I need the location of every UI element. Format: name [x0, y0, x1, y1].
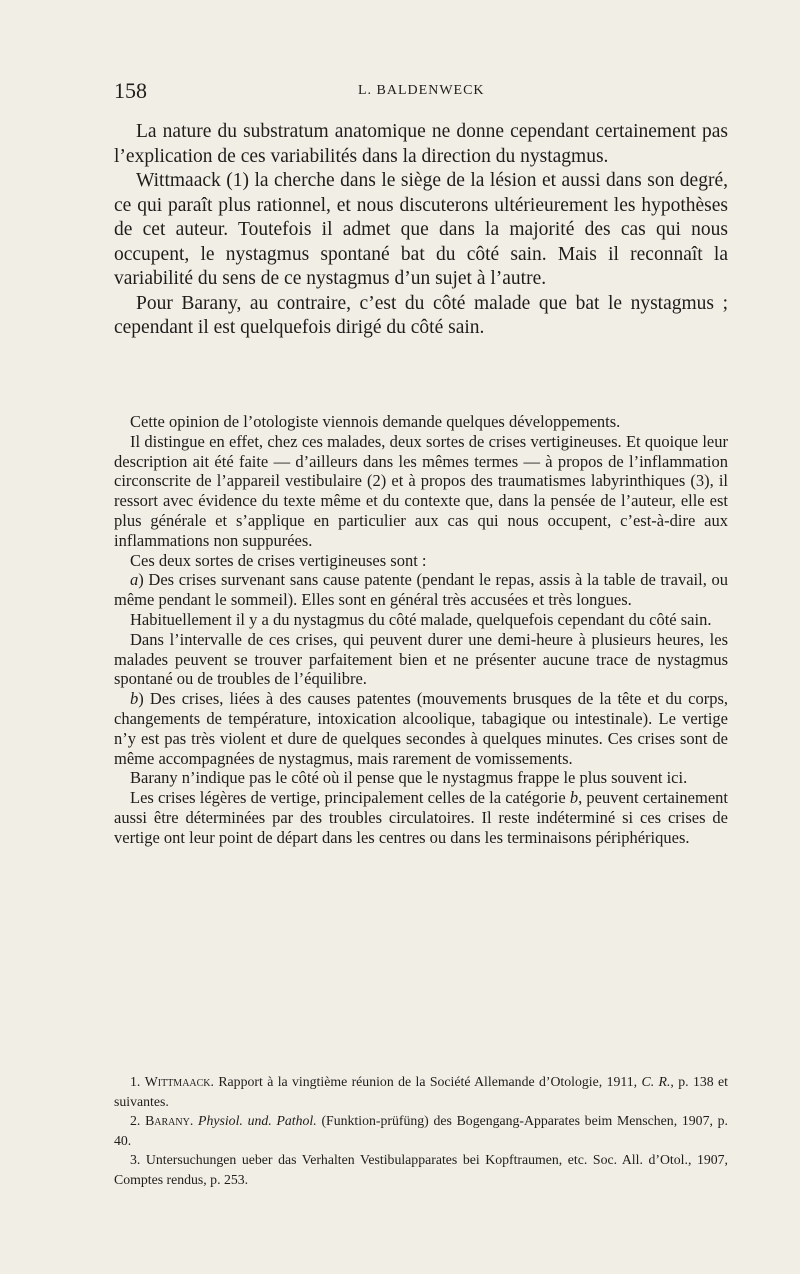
footnote-number: 3. [130, 1152, 146, 1167]
paragraph: La nature du substratum anatomique ne donne cependant certainement pas l’explication de ces variabilités dans la direction du nystagmus. [114, 121, 728, 167]
footnote-text: . Rapport à la vingtième réunion de la Société Allemande d’Otologie, 1911, [210, 1074, 642, 1089]
footnote-author: Barany [145, 1113, 190, 1128]
list-item-text: ) Des crises, liées à des causes patentes (mouvements brusques de la tête et du corps, changements de température, intoxication alcoolique, tabagique ou intestinale). Le vertige n’y est pas très violent et dure de quelques secondes à quelques minutes. Ces crises sont de même accompagnées de nystagmus, mais rarement de vomissements. [114, 689, 728, 768]
footnote [114, 1072, 728, 1111]
category-marker: b [569, 788, 579, 808]
footnotes [114, 1072, 728, 1189]
paragraph-start: Les crises légères de vertige, principalement celles de la catégorie [130, 788, 570, 808]
paragraph: Cette opinion de l’otologiste viennois demande quelques développements. [130, 412, 621, 431]
paragraph: Dans l’intervalle de ces crises, qui peuvent durer une demi-heure à plusieurs heures, les malades peuvent se trouver parfaitement bien et ne présenter aucune trace de nystagmus spontané ou de troubles de l’équilibre. [114, 629, 728, 689]
footnote-number: 2. [130, 1113, 146, 1128]
list-marker: b [130, 689, 139, 709]
paragraph [114, 689, 728, 768]
paragraph: Ces deux sortes de crises vertigineuses sont : [130, 550, 427, 570]
footnote-tail: (Funktion-prüfüng) des Bogengang-Apparates beim Menschen, 1907, p. 40. [114, 1113, 729, 1148]
paragraph: Habituellement il y a du nystagmus du côté malade, quelquefois cependant du côté sain. [130, 609, 712, 629]
running-head: L. BALDENWECK [358, 83, 485, 98]
quoted-text [114, 412, 728, 848]
footnote-text: . [189, 1113, 199, 1128]
main-text [114, 120, 728, 341]
footnote-text: Untersuchungen ueber das Verhalten Vestibulapparates bei Kopftraumen, etc. Soc. All. d’Otol., 1907, Comptes rendus, p. 253. [114, 1152, 728, 1187]
paragraph [114, 570, 728, 610]
paragraph: Il distingue en effet, chez ces malades, deux sortes de crises vertigineuses. Et quoique leur description ait été faite — d’ailleurs dans les mêmes termes — à propos de l’inflammation circonscrite de l’appareil vestibulaire (2) et à propos des traumatismes labyrinthiques (3), il ressort avec évidence du texte même et du contexte que, dans la pensée de l’auteur, elle est plus générale et s’applique en particulier aux cas qui nous occupent, c’est-à-dire aux inflammations non suppurées. [114, 431, 728, 550]
page-header [114, 78, 714, 108]
footnote-italic: C. R. [641, 1074, 671, 1089]
footnote-italic: Physiol. und. Pathol. [198, 1113, 317, 1128]
footnote-number: 1. [130, 1074, 145, 1089]
list-marker: a [130, 570, 139, 590]
footnote-tail: , p. 138 et suivantes. [114, 1074, 729, 1109]
list-item-text: ) Des crises survenant sans cause patente (pendant le repas, assis à la table de travail, ou même pendant le sommeil). Elles sont en général très accusées et très longues. [114, 570, 728, 610]
paragraph [114, 788, 728, 847]
page-number: 158 [114, 78, 147, 103]
paragraph: Barany n’indique pas le côté où il pense que le nystagmus frappe le plus souvent ici. [130, 768, 688, 788]
footnote-author: Wittmaack [144, 1074, 211, 1089]
footnote [114, 1111, 728, 1150]
paragraph: Wittmaack (1) la cherche dans le siège de la lésion et aussi dans son degré, ce qui paraît plus rationnel, et nous discuterons ultérieurement les hypothèses de cet auteur. Toutefois il admet que dans la majorité des cas qui nous occupent, le nystagmus spontané bat du côté sain. Mais il reconnaît la variabilité du sens de ce nystagmus d’un sujet à l’autre. [114, 170, 728, 289]
paragraph: Pour Barany, au contraire, c’est du côté malade que bat le nystagmus ; cependant il est quelquefois dirigé du côté sain. [114, 292, 728, 338]
footnote [114, 1150, 728, 1189]
paragraph-rest: , peuvent certainement aussi être déterminées par des troubles circulatoires. Il reste indéterminé si ces crises de vertige ont leur point de départ dans les centres ou dans les terminaisons périphériques. [114, 788, 728, 847]
